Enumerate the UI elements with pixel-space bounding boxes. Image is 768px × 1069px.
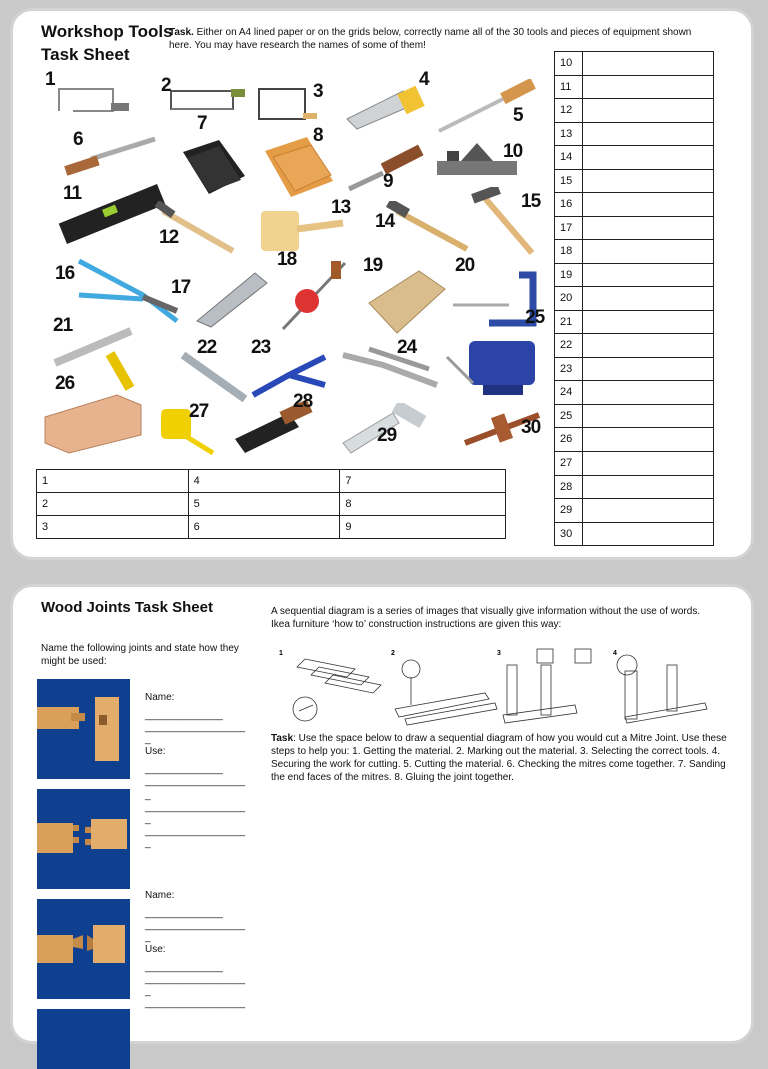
- answer-number: 10: [555, 52, 583, 76]
- mitre-task-instructions: [271, 732, 731, 784]
- tool-number: 23: [251, 337, 271, 358]
- blank-line: _: [145, 790, 151, 801]
- tool-number: 8: [313, 125, 323, 146]
- blank-line: __________________: [145, 722, 246, 733]
- tool-number: 3: [313, 81, 323, 102]
- answer-cell[interactable]: [583, 451, 714, 475]
- tool-number: 15: [521, 191, 541, 212]
- answer-cell[interactable]: [583, 310, 714, 334]
- tool-number: 16: [55, 263, 75, 284]
- tool-number: 11: [63, 183, 82, 204]
- mole-grips-icon: [339, 345, 443, 395]
- sequential-diagram-intro: A sequential diagram is a series of images that visually give information without the use of words. Ikea furniture ‘how to’ construction instructions are given this way:: [271, 606, 701, 630]
- answer-number: 21: [555, 310, 583, 334]
- finger-joint-image: [37, 789, 130, 889]
- abrasive-paper-black-icon: [173, 136, 253, 200]
- tin-snips-icon: [73, 251, 183, 325]
- answer-cell[interactable]: [583, 99, 714, 123]
- answer-cell[interactable]: [583, 52, 714, 76]
- answer-cell[interactable]: [583, 381, 714, 405]
- tool-number: 25: [525, 307, 545, 328]
- answer-number: 18: [555, 240, 583, 264]
- joint-2-answer-lines[interactable]: [145, 790, 257, 850]
- tool-number: 2: [161, 75, 171, 96]
- step-label: 4: [613, 650, 617, 657]
- tool-number: 4: [419, 69, 429, 90]
- answer-cell[interactable]: [583, 122, 714, 146]
- answer-cell[interactable]: 1: [37, 470, 189, 493]
- coping-saw-icon: [255, 83, 317, 125]
- answer-number: 17: [555, 216, 583, 240]
- answer-number: 23: [555, 357, 583, 381]
- task-instructions: [169, 26, 709, 52]
- tool-number: 1: [45, 69, 55, 90]
- tool-number: 30: [521, 417, 541, 438]
- tool-number: 24: [397, 337, 417, 358]
- answer-cell[interactable]: [583, 169, 714, 193]
- mortise-tenon-joint-image: [37, 679, 130, 779]
- use-label: Use:: [145, 746, 166, 757]
- tool-number: 7: [197, 113, 207, 134]
- bench-vice-icon: [443, 327, 553, 407]
- trimming-knife-icon: [193, 265, 273, 329]
- answer-number: 13: [555, 122, 583, 146]
- answer-number: 24: [555, 381, 583, 405]
- answer-number: 30: [555, 522, 583, 546]
- answer-number: 12: [555, 99, 583, 123]
- answer-cell[interactable]: 9: [340, 516, 506, 539]
- answer-cell[interactable]: [583, 193, 714, 217]
- tool-number: 22: [197, 337, 217, 358]
- answer-cell[interactable]: 4: [188, 470, 340, 493]
- workshop-tools-sheet: [10, 8, 754, 560]
- answer-number: 25: [555, 404, 583, 428]
- answer-cell[interactable]: 8: [340, 493, 506, 516]
- tool-number: 6: [73, 129, 83, 150]
- blank-line: ______________: [145, 962, 223, 973]
- use-label: Use:: [145, 944, 166, 955]
- answer-cell[interactable]: [583, 357, 714, 381]
- blank-line: _: [145, 814, 151, 825]
- answer-cell[interactable]: [583, 240, 714, 264]
- answer-cell[interactable]: [583, 428, 714, 452]
- answer-number: 26: [555, 428, 583, 452]
- blank-line: ______________: [145, 908, 223, 919]
- blank-line: ______________: [145, 764, 223, 775]
- blank-line: __________________: [145, 802, 246, 813]
- step-label: 3: [497, 650, 501, 657]
- answer-cell[interactable]: [583, 404, 714, 428]
- tool-number: 29: [377, 425, 397, 446]
- answer-cell[interactable]: [583, 263, 714, 287]
- answer-cell[interactable]: [583, 287, 714, 311]
- answer-cell[interactable]: [583, 334, 714, 358]
- answer-number: 28: [555, 475, 583, 499]
- name-label: Name:: [145, 890, 175, 901]
- answer-number: 15: [555, 169, 583, 193]
- answer-cell[interactable]: [583, 499, 714, 523]
- answer-cell[interactable]: 6: [188, 516, 340, 539]
- blank-line: __________________: [145, 826, 246, 837]
- tool-number: 12: [159, 227, 179, 248]
- sheet-title-line1: Workshop Tools: [41, 22, 173, 41]
- answer-number: 27: [555, 451, 583, 475]
- tool-number: 18: [277, 249, 297, 270]
- task-text: Either on A4 lined paper or on the grids below, correctly name all of the 30 tools and pieces of equipment shown here. You may have research the names of some of them!: [169, 27, 692, 51]
- answer-number: 11: [555, 75, 583, 99]
- task-label: Task.: [169, 27, 194, 38]
- blank-line: __________________: [145, 776, 246, 787]
- joints-title: Wood Joints Task Sheet: [41, 599, 213, 616]
- padsaw-icon: [433, 79, 543, 139]
- answer-grid-1-9: [36, 469, 506, 539]
- answer-cell[interactable]: [583, 216, 714, 240]
- tool-number: 10: [503, 141, 523, 162]
- answer-cell[interactable]: 3: [37, 516, 189, 539]
- tool-number: 21: [53, 315, 73, 336]
- answer-cell[interactable]: [583, 475, 714, 499]
- glasspaper-icon: [257, 133, 339, 203]
- name-label: Name:: [145, 692, 175, 703]
- dovetail-joint-image: [37, 899, 130, 999]
- joint-1-answer-lines[interactable]: [145, 692, 257, 788]
- joint-3-answer-lines[interactable]: [145, 890, 257, 1010]
- answer-grid-10-30: [554, 51, 714, 546]
- blank-line: _: [145, 734, 151, 745]
- mitre-box-icon: [41, 385, 151, 455]
- blank-line: _: [145, 986, 151, 997]
- task-label: Task: [271, 733, 294, 744]
- blank-line: __________________: [145, 920, 246, 931]
- answer-cell[interactable]: 5: [188, 493, 340, 516]
- answer-number: 20: [555, 287, 583, 311]
- tool-number: 17: [171, 277, 191, 298]
- tool-number: 13: [331, 197, 351, 218]
- blank-line: _: [145, 838, 151, 849]
- blank-line: _: [145, 932, 151, 943]
- tool-number: 20: [455, 255, 475, 276]
- answer-cell[interactable]: 7: [340, 470, 506, 493]
- tool-number: 28: [293, 391, 313, 412]
- joints-intro: Name the following joints and state how they might be used:: [41, 643, 239, 667]
- step-label: 2: [391, 650, 395, 657]
- answer-cell[interactable]: [583, 522, 714, 546]
- hacksaw-junior-icon: [53, 81, 133, 121]
- answer-number: 29: [555, 499, 583, 523]
- step-label: 1: [279, 650, 283, 657]
- tool-number: 14: [375, 211, 395, 232]
- sheet-title-line2: Task Sheet: [41, 45, 130, 64]
- answer-number: 22: [555, 334, 583, 358]
- joint-image-4: [37, 1009, 130, 1069]
- tool-number: 26: [55, 373, 75, 394]
- tool-number: 5: [513, 105, 523, 126]
- answer-cell[interactable]: [583, 75, 714, 99]
- answer-number: 16: [555, 193, 583, 217]
- blank-line: __________________: [145, 998, 246, 1009]
- answer-number: 14: [555, 146, 583, 170]
- answer-cell[interactable]: [583, 146, 714, 170]
- answer-number: 19: [555, 263, 583, 287]
- blank-line: ______________: [145, 710, 223, 721]
- tool-number: 27: [189, 401, 209, 422]
- ikea-instruction-diagram: [275, 647, 715, 727]
- blank-line: __________________: [145, 974, 246, 985]
- tool-number: 19: [363, 255, 383, 276]
- tool-number: 9: [383, 171, 393, 192]
- answer-cell[interactable]: 2: [37, 493, 189, 516]
- wood-joints-sheet: [10, 584, 754, 1044]
- task-text: : Use the space below to draw a sequential diagram of how you would cut a Mitre Joint. Use these steps to help you: 1. Getting the material. 2. Marking out the material. 3. Selecting the correct tools. 4. Securing the work for cutting. 5. Cutting the material. 6. Checking the mitres come together. 7. Sanding the end faces of the mitres. 8. Gluing the joint together.: [271, 733, 727, 783]
- claw-hammer-icon: [383, 201, 473, 259]
